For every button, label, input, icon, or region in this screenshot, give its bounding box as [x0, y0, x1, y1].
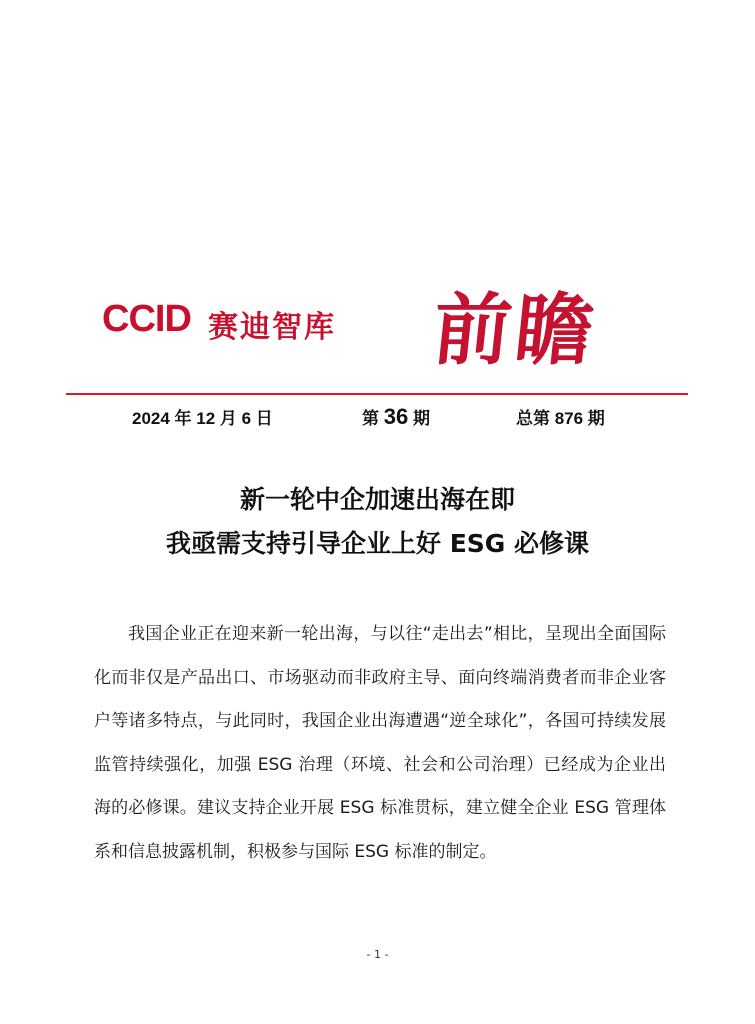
issue-number-suffix: 期: [412, 409, 430, 428]
masthead-divider: [66, 393, 688, 395]
article-title-line-2: 我亟需支持引导企业上好 ESG 必修课: [165, 529, 589, 558]
issue-number-value: 36: [383, 404, 409, 429]
issue-total: 总第 876 期: [516, 409, 605, 428]
article-paragraph: 我国企业正在迎来新一轮出海，与以往“走出去”相比，呈现出全面国际化而非仅是产品出口、市场驱动而非政府主导、面向终端消费者而非企业客户等诸多特点，与此同时，我国企业出海遭遇“逆全球化”，各国可持续发展监管持续强化，加强 ESG 治理（环境、社会和公司治理）已经成为企业出海的必修课。建议支持企业开展 ESG 标准贯标，建立健全企业 ESG 管理体系和信息披露机制，积极参与国际 ESG 标准的制定。: [94, 624, 666, 862]
issue-number: [362, 404, 430, 430]
article-title-line-1: 新一轮中企加速出海在即: [239, 485, 515, 514]
publication-title-calligraphy: 前瞻: [428, 285, 603, 376]
issue-number-prefix: 第: [362, 409, 379, 428]
ccid-logo: CCID: [102, 298, 191, 340]
masthead: [62, 258, 690, 386]
ccid-logo-chinese: 赛迪智库: [208, 310, 336, 345]
page-number: - 1 -: [366, 948, 389, 961]
issue-date: 2024 年 12 月 6 日: [132, 409, 273, 428]
